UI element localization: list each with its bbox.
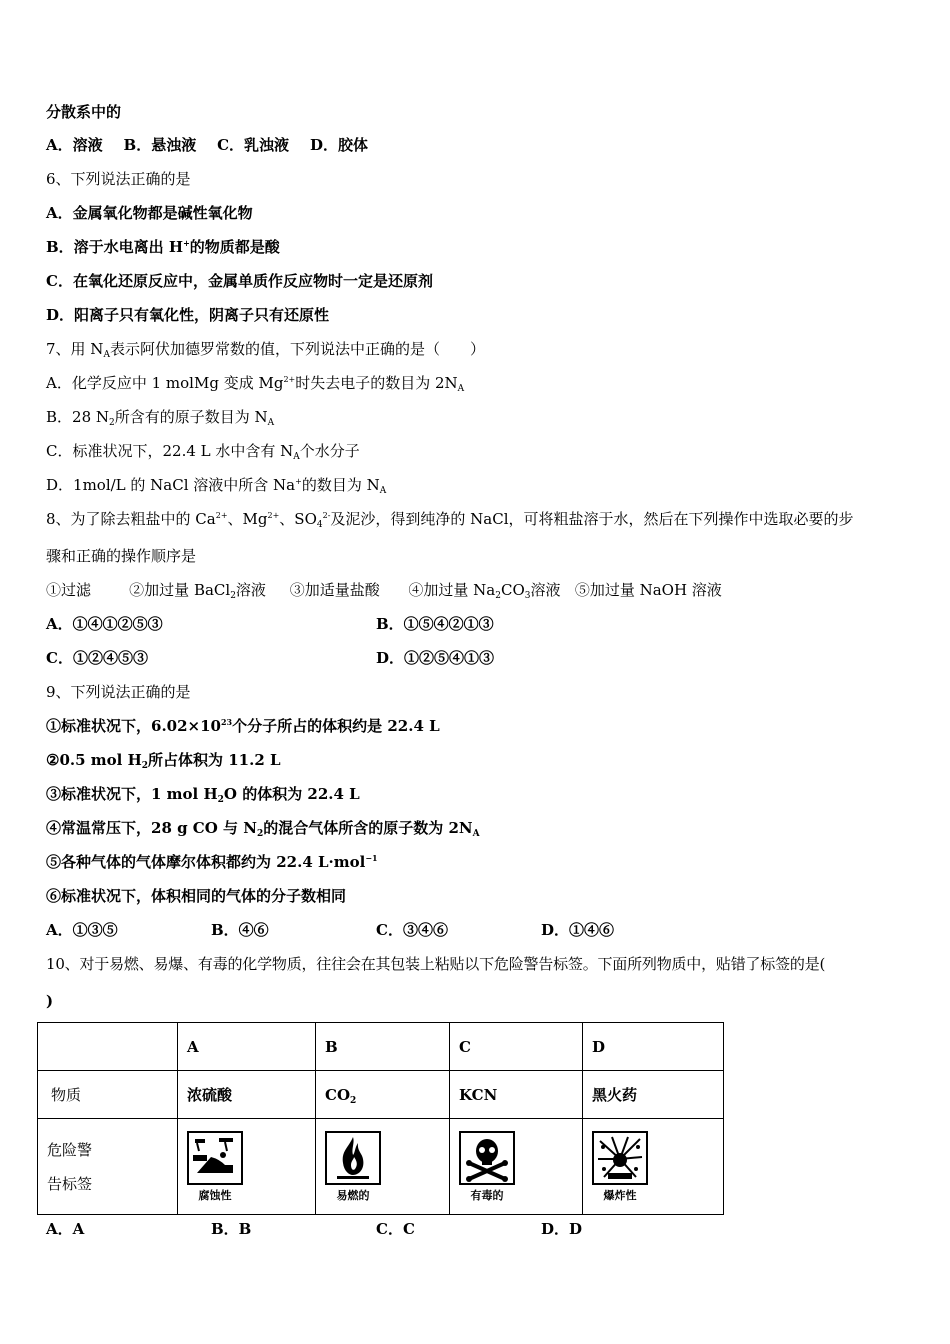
q8-op-2: ②加过量 BaCl$_2$溶液 <box>129 581 266 601</box>
q10-option-b: B．B <box>211 1220 252 1238</box>
corrosive-icon <box>187 1131 243 1185</box>
q5-stem-tail: 分散系中的 <box>46 103 122 121</box>
explosive-caption: 爆炸性 <box>603 1188 637 1202</box>
q10-option-a: A．A <box>46 1220 85 1238</box>
q9-statement-6: ⑥标准状况下，体积相同的气体的分子数相同 <box>46 887 347 905</box>
q8-option-d: D．①②⑤④①③ <box>376 649 495 667</box>
toxic-caption: 有毒的 <box>470 1188 504 1202</box>
substance-label: 物质 <box>38 1071 178 1119</box>
q6-option-b: B．溶于水电离出 H+的物质都是酸 <box>46 238 280 256</box>
q9-option-a: A．①③⑤ <box>46 921 118 939</box>
q8-option-c: C．①②④⑤③ <box>46 649 148 667</box>
q10-option-d: D．D <box>541 1220 583 1238</box>
substance-d: 黑火药 <box>583 1071 724 1119</box>
substance-a: 浓硫酸 <box>178 1071 316 1119</box>
q8-option-b: B．①⑤④②①③ <box>376 615 494 633</box>
q8-stem-line1: 8、为了除去粗盐中的 $Ca^{2+}$、$Mg^{2+}$、$SO_4^{2-}$及泥沙，得到纯净的 NaCl，可将粗盐溶于水，然后在下列操作中选取必要的步 <box>46 510 854 530</box>
label-cell-b <box>316 1119 450 1215</box>
q9-statement-2: ②0.5 mol $H_2$所占体积为 11.2 L <box>46 751 281 771</box>
flame-icon <box>325 1131 381 1185</box>
q9-statement-1: ①标准状况下，$6.02\times 10^{23}$个分子所占的体积约是 22.4 L <box>46 717 440 735</box>
q9-option-c: C．③④⑥ <box>376 921 448 939</box>
table-header-row <box>38 1023 724 1071</box>
q10-stem-line2: ) <box>46 992 54 1010</box>
table-header-b: B <box>316 1023 450 1071</box>
q7-option-a: A．化学反应中 1 molMg 变成 $Mg^{2+}$时失去电子的数目为 $2N_A$ <box>46 374 465 394</box>
label-row-title: 危险警 告标签 <box>38 1119 178 1215</box>
q8-option-a: A．①④①②⑤③ <box>46 615 163 633</box>
q8-op-1: ①过滤 <box>46 581 92 599</box>
label-cell-a <box>178 1119 316 1215</box>
q5-option-d: D．胶体 <box>309 136 368 154</box>
q10-option-c: C．C <box>376 1220 415 1238</box>
q8-op-3: ③加适量盐酸 <box>289 581 380 599</box>
q9-stem: 9、下列说法正确的是 <box>46 683 191 701</box>
table-row-substance <box>38 1071 724 1119</box>
skull-crossbones-icon <box>459 1131 515 1185</box>
q9-option-b: B．④⑥ <box>211 921 269 939</box>
q5-option-b: B．悬浊液 <box>123 136 197 154</box>
q8-op-4: ④加过量 $Na_2CO_3$溶液 <box>408 581 561 601</box>
q7-option-d: D．1mol/L 的 NaCl 溶液中所含 Na+的数目为 $N_A$ <box>46 476 387 496</box>
table-header-a: A <box>178 1023 316 1071</box>
q9-option-d: D．①④⑥ <box>541 921 615 939</box>
substance-c: KCN <box>450 1071 583 1119</box>
table-row-label <box>38 1119 724 1215</box>
q9-statement-5: ⑤各种气体的气体摩尔体积都约为 22.4 L·mol$^{-1}$ <box>46 853 378 871</box>
q5-option-c: C．乳浊液 <box>217 136 290 154</box>
q6-option-c: C．在氧化还原反应中，金属单质作反应物时一定是还原剂 <box>46 272 433 290</box>
table-header-d: D <box>583 1023 724 1071</box>
hazard-label-table <box>37 1022 724 1215</box>
q8-stem-line2: 骤和正确的操作顺序是 <box>46 547 197 565</box>
explosion-icon <box>592 1131 648 1185</box>
substance-b: $CO_2$ <box>316 1071 450 1119</box>
table-header-empty <box>38 1023 178 1071</box>
q8-operations <box>46 580 722 600</box>
q6-option-a: A．金属氧化物都是碱性氧化物 <box>46 204 253 222</box>
q7-option-c: C．标准状况下，22.4 L 水中含有 $N_A$个水分子 <box>46 442 360 462</box>
label-cell-d <box>583 1119 724 1215</box>
q6-option-d: D．阳离子只有氧化性，阴离子只有还原性 <box>46 306 330 324</box>
q9-statement-3: ③标准状况下，1 mol $H_2O$ 的体积为 22.4 L <box>46 785 360 805</box>
table-header-c: C <box>450 1023 583 1071</box>
q7-option-b: B．28 $N_2$所含有的原子数目为 $N_A$ <box>46 408 275 428</box>
q6-stem: 6、下列说法正确的是 <box>46 170 191 188</box>
q10-stem-line1: 10、对于易燃、易爆、有毒的化学物质，往往会在其包装上粘贴以下危险警告标签。下面所列物质中，贴错了标签的是( <box>46 955 826 973</box>
flammable-caption: 易燃的 <box>336 1188 370 1202</box>
corrosive-caption: 腐蚀性 <box>198 1188 232 1202</box>
q7-stem: 7、用 $N_A$表示阿伏加德罗常数的值，下列说法中正确的是（ ） <box>46 340 485 360</box>
label-cell-c <box>450 1119 583 1215</box>
q5-option-a: A．溶液 <box>46 136 103 154</box>
q9-statement-4: ④常温常压下，28 g CO 与 $N_2$的混合气体所含的原子数为 $2N_A$ <box>46 819 480 839</box>
q5-options <box>46 135 368 155</box>
q8-op-5: ⑤加过量 NaOH 溶液 <box>574 581 722 599</box>
